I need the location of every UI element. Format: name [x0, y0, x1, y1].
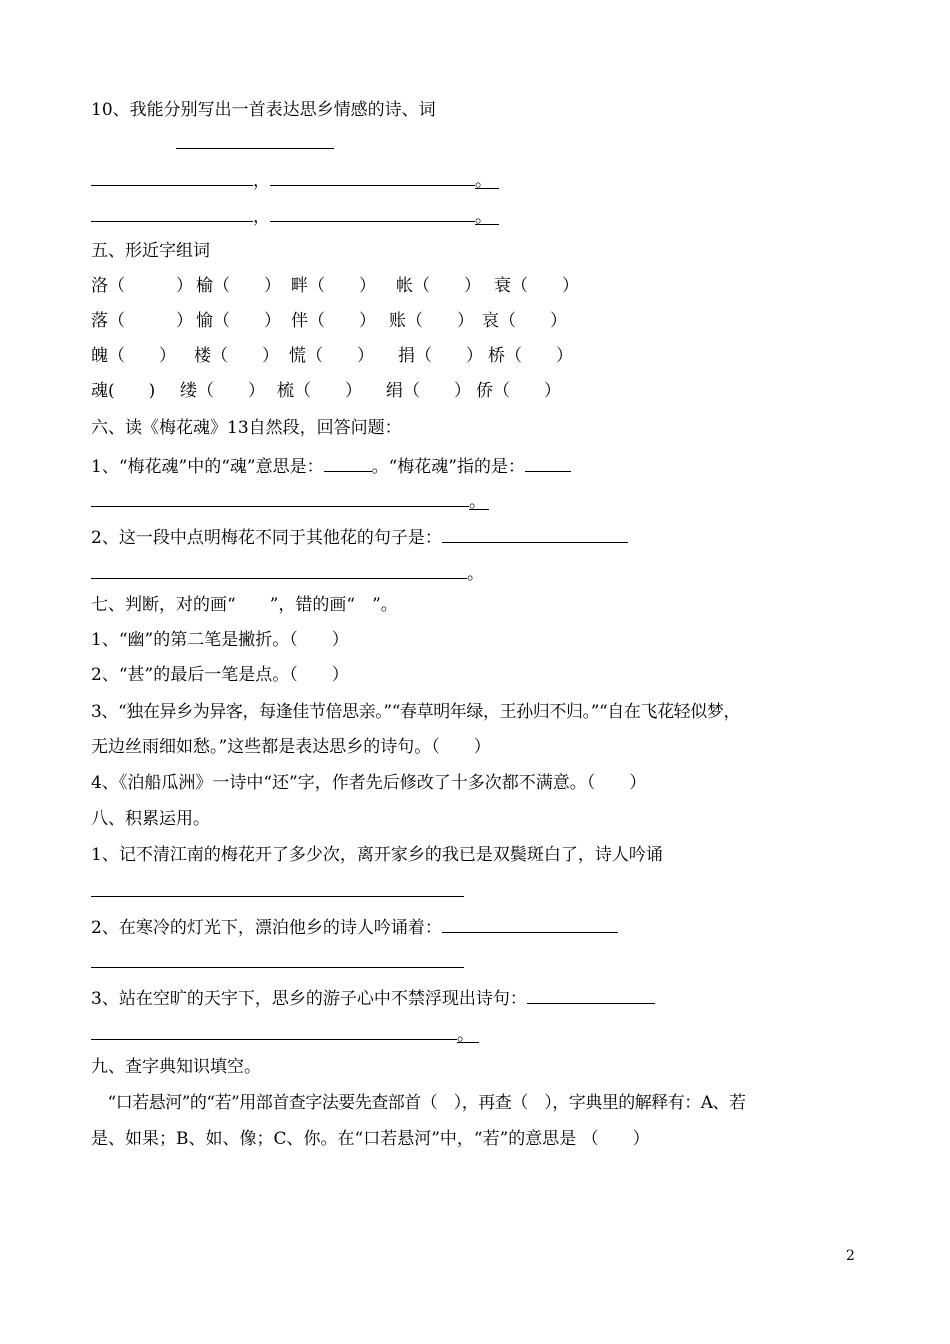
char-item: 绢（ ） [386, 381, 471, 401]
sec8-q2: 2、在寒冷的灯光下，漂泊他乡的诗人吟诵着： [91, 914, 618, 939]
sec7-item: 4、《泊船瓜洲》一诗中“还”字，作者先后修改了十多次都不满意。（ ） [91, 773, 647, 793]
char-item: 衰（ ） [494, 276, 579, 296]
char-item: 魂( ) [91, 381, 156, 401]
char-item: 落（ ） [91, 311, 193, 331]
char-item: 桥（ ） [488, 346, 573, 366]
q10-line-2: ， 。 [91, 203, 499, 228]
char-item: 捐（ ） [398, 346, 483, 366]
char-item: 楼（ ） [194, 346, 279, 366]
char-item: 榆（ ） [196, 276, 281, 296]
sec9-line-2: 是、如果；B、如、像；C、你。在“口若悬河”中，“若”的意思是 （ ） [91, 1129, 650, 1149]
sec7-item: 1、“幽”的第二笔是撇折。（ ） [91, 630, 349, 650]
char-item: 侨（ ） [476, 381, 561, 401]
char-item: 魄（ ） [91, 346, 176, 366]
sec7-item: 2、“甚”的最后一笔是点。（ ） [91, 665, 349, 685]
sec8-q1: 1、记不清江南的梅花开了多少次，离开家乡的我已是双鬓斑白了，诗人吟诵 [91, 845, 663, 865]
sec5-title: 五、形近字组词 [91, 241, 210, 261]
sec9-title: 九、查字典知识填空。 [91, 1057, 261, 1077]
sec6-title: 六、读《梅花魂》13自然段，回答问题： [91, 418, 402, 438]
sec9-line-1: “口若悬河”的“若”用部首查字法要先查部首（ ），再查（ ），字典里的解释有：A、若 [91, 1093, 746, 1113]
sec7-item: 3、“独在异乡为异客，每逢佳节倍思亲。”“春草明年绿，王孙归不归。”“自在飞花轻似梦， [91, 702, 741, 722]
char-item: 洛（ ） [91, 276, 193, 296]
q10-line-1: ， 。 [91, 167, 499, 192]
char-item: 愉（ ） [196, 311, 281, 331]
q10-title-blank [176, 130, 334, 155]
sec8-q3: 3、站在空旷的天宇下，思乡的游子心中不禁浮现出诗句： [91, 985, 655, 1010]
sec6-q2-answer-line: 。 [91, 560, 484, 585]
page-number: 2 [846, 1248, 855, 1264]
char-item: 账（ ） [389, 311, 474, 331]
sec6-q1-answer-line: 。 [91, 488, 489, 513]
sec8-q2-answer-line [91, 949, 464, 974]
char-item: 缕（ ） [180, 381, 265, 401]
sec8-title: 八、积累运用。 [91, 809, 210, 829]
sec8-q1-answer-line [91, 878, 464, 903]
char-item: 畔（ ） [291, 276, 376, 296]
char-item: 梳（ ） [277, 381, 362, 401]
sec7-title: 七、判断，对的画“ ”，错的画“ ”。 [91, 595, 398, 615]
char-item: 慌（ ） [289, 346, 374, 366]
sec6-q2: 2、这一段中点明梅花不同于其他花的句子是： [91, 524, 628, 549]
sec7-item-cont: 无边丝雨细如愁。”这些都是表达思乡的诗句。（ ） [91, 737, 491, 757]
q10-prompt: 10、我能分别写出一首表达思乡情感的诗、词 [91, 100, 436, 120]
char-item: 伴（ ） [291, 311, 376, 331]
sec6-q1: 1、“梅花魂”中的“魂”意思是： 。“梅花魂”指的是： [91, 453, 571, 478]
char-item: 哀（ ） [482, 311, 567, 331]
sec8-q3-answer-line: 。 [91, 1021, 479, 1046]
char-item: 帐（ ） [396, 276, 481, 296]
